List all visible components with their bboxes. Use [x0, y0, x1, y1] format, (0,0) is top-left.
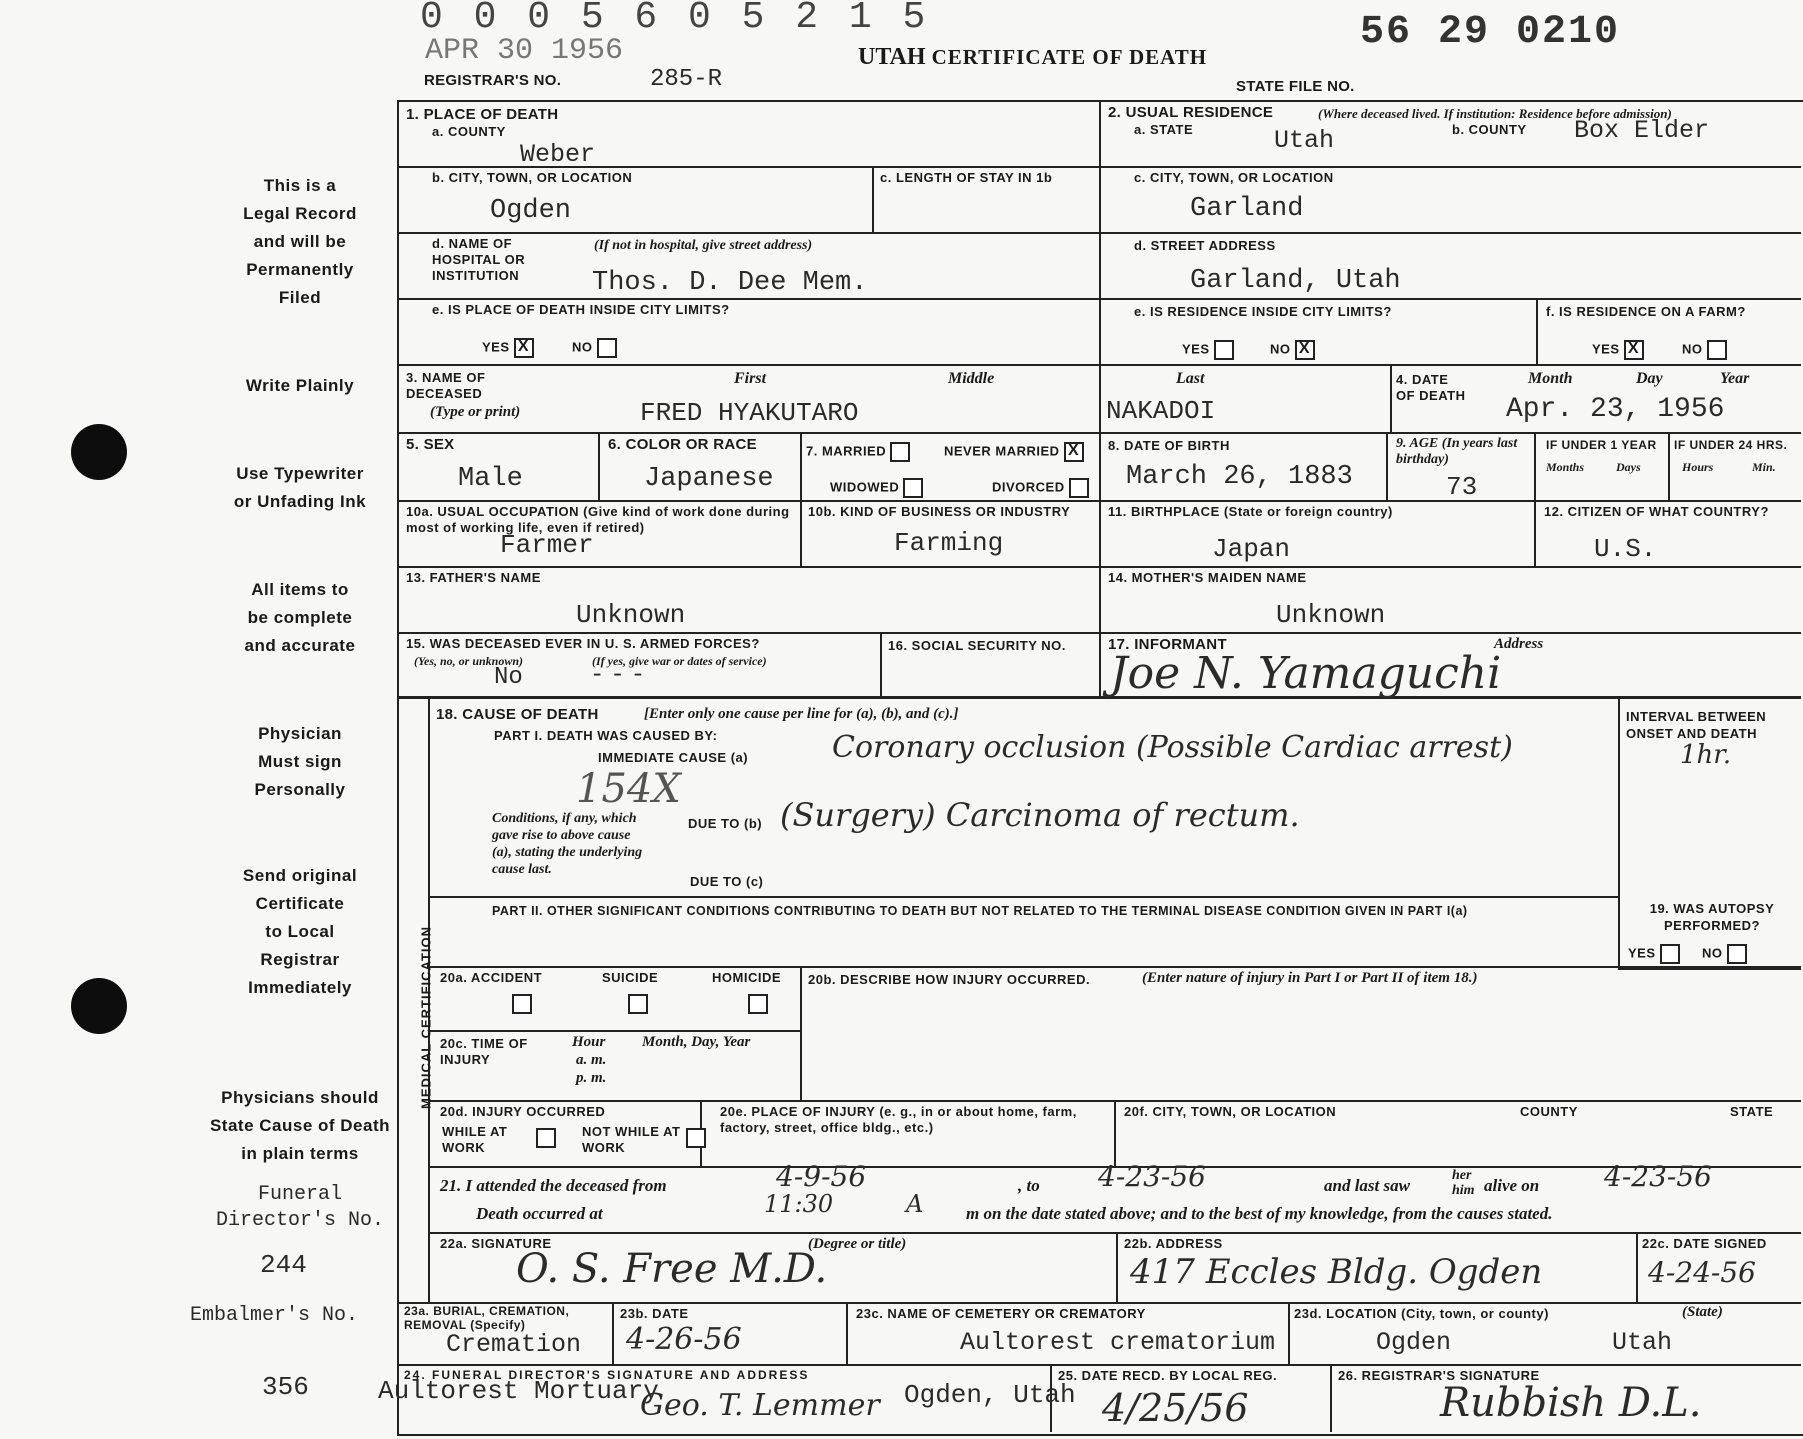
never-married-label: NEVER MARRIED [944, 443, 1060, 459]
last-saw-label: and last saw [1324, 1176, 1410, 1195]
no-label: NO [1702, 945, 1723, 961]
middle-label: Middle [948, 370, 995, 387]
sidebar-line: Physicians should [221, 1088, 379, 1107]
yes-label: YES [482, 339, 510, 355]
rule [1330, 1364, 1332, 1432]
hospital-name: Thos. D. Dee Mem. [592, 268, 868, 298]
funeral-home-name: Aultorest Mortuary [378, 1376, 659, 1406]
rule [800, 432, 802, 566]
sidebar-legal-note [210, 172, 390, 312]
checkbox-no[interactable] [1727, 944, 1747, 964]
yes-label: YES [1592, 341, 1620, 357]
rule [430, 896, 1618, 898]
while-at-work [442, 1124, 542, 1156]
sidebar-complete-note [210, 576, 390, 660]
injury-city-label: 20f. CITY, TOWN, OR LOCATION [1124, 1104, 1337, 1119]
immediate-cause-label: IMMEDIATE CAUSE (a) [598, 750, 749, 765]
armed-forces-dates: --- [590, 662, 652, 689]
year-label: Year [1720, 370, 1750, 387]
res-county: Box Elder [1574, 116, 1710, 145]
not-while-at-work [582, 1124, 682, 1156]
burial-date-label: 23b. DATE [620, 1306, 689, 1321]
never-married-option [944, 442, 1084, 462]
date-signed: 4-24-56 [1648, 1256, 1756, 1289]
sidebar-line: Immediately [248, 978, 352, 997]
form-title [858, 44, 1207, 71]
sidebar-physicians-should [190, 1084, 410, 1168]
sidebar-line: Personally [254, 780, 346, 799]
suicide-label: SUICIDE [602, 970, 659, 985]
embalmer-no: 356 [262, 1372, 309, 1402]
rule [1390, 364, 1392, 432]
binder-hole-top [71, 424, 127, 480]
accident-label: 20a. ACCIDENT [440, 970, 543, 985]
immediate-cause: Coronary occlusion (Possible Cardiac arrest) [832, 730, 1513, 765]
sex: Male [458, 464, 523, 494]
funeral-home-city: Ogden, Utah [904, 1380, 1076, 1410]
checkbox-yes-checked[interactable]: X [1624, 340, 1644, 360]
sidebar-line: Must sign [258, 752, 342, 771]
state-file-label: STATE FILE NO. [1236, 78, 1355, 95]
informant-signature: Joe N. Yamaguchi [1110, 648, 1502, 699]
rule [1386, 432, 1388, 500]
sidebar-line: This is a [263, 176, 337, 195]
res-inside-label: e. IS RESIDENCE INSIDE CITY LIMITS? [1134, 304, 1392, 319]
deceased-last: NAKADOI [1106, 396, 1216, 426]
due-to-b-label: DUE TO (b) [688, 816, 763, 831]
rule [1099, 100, 1101, 698]
form-title-prefix: UTAH [858, 44, 926, 70]
injury-state-label: STATE [1730, 1104, 1774, 1119]
physician-address: 417 Eccles Bldg. Ogden [1130, 1252, 1543, 1292]
citizen-label: 12. CITIZEN OF WHAT COUNTRY? [1544, 504, 1769, 519]
residence-note: (Where deceased lived. If institution: Residence before admission) [1318, 106, 1672, 121]
rule [1114, 1100, 1116, 1166]
sidebar-line: State Cause of Death [209, 1116, 391, 1135]
res-inside-yes [1182, 340, 1234, 360]
rule [872, 166, 874, 232]
res-city-label: c. CITY, TOWN, OR LOCATION [1134, 170, 1334, 185]
physician-signature: O. S. Free M.D. [516, 1246, 828, 1292]
last-label: Last [1176, 370, 1205, 387]
deceased-first-middle: FRED HYAKUTARO [640, 398, 859, 428]
funeral-director-no: 244 [260, 1250, 307, 1280]
checkbox-yes-checked[interactable]: X [514, 338, 534, 358]
sidebar-line: Permanently [246, 260, 354, 279]
armed-forces: No [494, 664, 523, 691]
sidebar-line: and accurate [244, 636, 356, 655]
burial-type-label: 23a. BURIAL, CREMATION, REMOVAL (Specify) [404, 1304, 570, 1332]
sidebar-line: Use Typewriter [236, 464, 364, 483]
business: Farming [894, 528, 1004, 558]
month-day-year-label: Month, Day, Year [642, 1034, 751, 1050]
occupation-label: 10a. USUAL OCCUPATION (Give kind of work done during most of working life, even if retired) [406, 504, 790, 535]
citizen: U.S. [1594, 534, 1657, 564]
signature-label: 22a. SIGNATURE [440, 1236, 552, 1251]
rule [430, 966, 1801, 968]
inside-city-yes [482, 338, 534, 358]
armed-forces-label: 15. WAS DECEASED EVER IN U. S. ARMED FORCES? [406, 636, 760, 651]
race: Japanese [644, 464, 774, 494]
while-at-work-label: WHILE AT WORK [442, 1124, 508, 1155]
rule [880, 632, 882, 696]
res-street: Garland, Utah [1190, 266, 1401, 296]
business-label: 10b. KIND OF BUSINESS OR INDUSTRY [808, 504, 1071, 519]
checkbox-no[interactable] [597, 338, 617, 358]
months-label: Months [1546, 460, 1585, 474]
death-city: Ogden [490, 196, 572, 226]
degree-label: (Degree or title) [808, 1236, 907, 1252]
rule [430, 1030, 800, 1032]
describe-injury-label: 20b. DESCRIBE HOW INJURY OCCURRED. [808, 972, 1091, 987]
registrar-signature: Rubbish D.L. [1440, 1380, 1702, 1426]
cause-note: [Enter only one cause per line for (a), (b), and (c).] [644, 706, 959, 722]
registrar-signature-label: 26. REGISTRAR'S SIGNATURE [1338, 1368, 1540, 1383]
rule [1288, 1302, 1290, 1364]
burial-location-label: 23d. LOCATION (City, town, or county) [1294, 1306, 1549, 1321]
county-label: a. COUNTY [432, 124, 506, 139]
alive-on-label: alive on [1484, 1176, 1540, 1195]
attended-from: 4-9-56 [776, 1160, 867, 1193]
sidebar-line: to Local [265, 922, 335, 941]
married-label: 7. MARRIED [806, 443, 887, 459]
attended-line [440, 1176, 667, 1196]
inside-city-no [572, 338, 617, 358]
farm-no [1682, 340, 1727, 360]
her-him-label: her him [1452, 1168, 1475, 1198]
cause-of-death-label: 18. CAUSE OF DEATH [436, 706, 599, 723]
sidebar-line: or Unfading Ink [233, 492, 367, 511]
interval-value: 1hr. [1680, 740, 1732, 770]
res-state: Utah [1274, 126, 1335, 155]
father-label: 13. FATHER'S NAME [406, 570, 541, 585]
sidebar-line: Funeral [257, 1183, 342, 1206]
alive-on-date: 4-23-56 [1604, 1160, 1712, 1193]
date-of-death: Apr. 23, 1956 [1506, 394, 1725, 425]
res-state-label: a. STATE [1134, 122, 1194, 137]
res-county-label: b. COUNTY [1452, 122, 1527, 137]
autopsy-yes [1628, 944, 1680, 964]
birthplace-label: 11. BIRTHPLACE (State or foreign country) [1108, 504, 1393, 519]
rule [598, 432, 600, 500]
month-label: Month [1528, 370, 1573, 387]
sidebar-line: Physician [258, 724, 342, 743]
inside-city-label: e. IS PLACE OF DEATH INSIDE CITY LIMITS? [432, 302, 730, 317]
due-to-c-label: DUE TO (c) [690, 874, 764, 889]
widowed-label: WIDOWED [830, 479, 900, 495]
mother-label: 14. MOTHER'S MAIDEN NAME [1108, 570, 1307, 585]
interval-label: INTERVAL BETWEEN ONSET AND DEATH [1626, 709, 1767, 741]
informant-label: 17. INFORMANT [1108, 636, 1227, 653]
autopsy-label: 19. WAS AUTOPSY PERFORMED? [1649, 901, 1775, 933]
place-of-injury-label: 20e. PLACE OF INJURY (e. g., in or about home, farm, factory, street, office bldg., etc.) [720, 1104, 1077, 1135]
knowledge-statement: m on the date stated above; and to the best of my knowledge, from the causes stated. [966, 1204, 1553, 1223]
checkbox-yes[interactable] [1660, 944, 1680, 964]
days-label: Days [1616, 460, 1641, 474]
funeral-director-signature: Geo. T. Lemmer [640, 1388, 880, 1423]
rule [1116, 1232, 1118, 1302]
cause-code: 154X [576, 766, 681, 812]
informant-address-label: Address [1494, 636, 1544, 652]
file-number-stamp: 0 0 0 5 6 0 5 2 1 5 [420, 0, 930, 39]
rule [399, 166, 1099, 168]
registrar-no-label: REGISTRAR'S NO. [424, 72, 562, 89]
sidebar-line: Certificate [255, 894, 345, 913]
no-label: NO [572, 339, 593, 355]
due-to-b: (Surgery) Carcinoma of rectum. [780, 796, 1300, 834]
registrar-no: 285-R [650, 66, 723, 93]
married-option [806, 442, 910, 462]
pm-label: p. m. [576, 1070, 607, 1086]
hour-label: Hour [572, 1034, 606, 1050]
describe-injury-note: (Enter nature of injury in Part I or Part II of item 18.) [1142, 970, 1478, 986]
death-occurred-label: Death occurred at [476, 1204, 603, 1223]
divorced-option [992, 478, 1089, 498]
death-am-pm: A [906, 1190, 924, 1218]
sidebar-line: Legal Record [243, 204, 357, 223]
medical-certification-vertical-label: MEDICAL CERTIFICATION [418, 926, 434, 1110]
part-1-label: PART I. DEATH WAS CAUSED BY: [494, 728, 718, 743]
autopsy-no [1702, 944, 1747, 964]
birth-date: March 26, 1883 [1126, 462, 1353, 492]
rule [1668, 432, 1670, 500]
hours-label: Hours [1682, 460, 1714, 474]
rule [1536, 298, 1538, 364]
date-received-label: 25. DATE RECD. BY LOCAL REG. [1058, 1368, 1278, 1383]
age-label: 9. AGE (In years last birthday) [1396, 436, 1518, 467]
physician-address-label: 22b. ADDRESS [1124, 1236, 1223, 1251]
birthplace: Japan [1212, 534, 1291, 564]
sidebar-line: Write Plainly [245, 376, 355, 395]
sidebar-line: Filed [278, 288, 322, 307]
binder-hole-bottom [71, 978, 127, 1034]
place-of-death-label: 1. PLACE OF DEATH [406, 106, 559, 123]
armed-forces-note-2: (If yes, give war or dates of service) [592, 654, 767, 668]
rule [612, 1302, 614, 1364]
cemetery-label: 23c. NAME OF CEMETERY OR CREMATORY [856, 1306, 1146, 1321]
birth-date-label: 8. DATE OF BIRTH [1108, 438, 1230, 453]
rule [800, 966, 802, 1100]
under-24-hrs-label: IF UNDER 24 HRS. [1674, 438, 1788, 452]
sidebar-send-note [210, 862, 390, 1002]
race-label: 6. COLOR OR RACE [608, 436, 757, 453]
first-label: First [734, 370, 767, 387]
age: 73 [1446, 472, 1478, 502]
rule [1618, 698, 1620, 966]
sidebar-line: Send original [242, 866, 358, 885]
rule [846, 1302, 848, 1364]
widowed-option [830, 478, 923, 498]
rule [399, 1364, 1801, 1366]
sidebar-write-plainly [210, 372, 390, 400]
farm-yes [1592, 340, 1644, 360]
burial-state: Utah [1612, 1328, 1673, 1357]
date-received: 4/25/56 [1102, 1386, 1249, 1430]
res-inside-no [1270, 340, 1315, 360]
day-label: Day [1636, 370, 1663, 387]
death-time: 11:30 [764, 1190, 834, 1218]
hospital-note: (If not in hospital, give street address) [594, 238, 813, 253]
injury-occurred-label: 20d. INJURY OCCURRED [440, 1104, 606, 1119]
date-of-death-label: 4. DATE OF DEATH [1396, 372, 1466, 403]
part-2-label: PART II. OTHER SIGNIFICANT CONDITIONS CONTRIBUTING TO DEATH BUT NOT RELATED TO THE TERMINAL DISEASE CONDITION GIVEN IN PART I(a) [492, 904, 1468, 918]
attended-to-label: , to [1018, 1176, 1040, 1195]
rule [1101, 166, 1801, 168]
injury-county-label: COUNTY [1520, 1104, 1578, 1119]
funeral-director-sig-label: 24. FUNERAL DIRECTOR'S SIGNATURE AND ADDRESS [404, 1368, 810, 1382]
yes-label: YES [1182, 341, 1210, 357]
burial-date: 4-26-56 [626, 1322, 742, 1357]
occupation: Farmer [500, 530, 594, 560]
checkbox-while-at-work[interactable] [536, 1128, 556, 1148]
residence-label: 2. USUAL RESIDENCE [1108, 104, 1274, 121]
checkbox-no-checked[interactable]: X [1295, 340, 1315, 360]
res-street-label: d. STREET ADDRESS [1134, 238, 1276, 253]
hospital-label: d. NAME OF HOSPITAL OR INSTITUTION [432, 236, 526, 283]
checkbox-yes[interactable] [1214, 340, 1234, 360]
length-of-stay-label: c. LENGTH OF STAY IN 1b [880, 170, 1053, 185]
ssn-label: 16. SOCIAL SECURITY NO. [888, 638, 1066, 653]
rule [399, 1302, 1801, 1304]
checkbox-widowed[interactable] [903, 478, 923, 498]
checkbox-not-while-at-work[interactable] [686, 1128, 706, 1148]
embalmer-label: Embalmer's No. [190, 1304, 359, 1327]
res-city: Garland [1190, 194, 1304, 224]
sidebar-line: and will be [253, 232, 347, 251]
received-date-stamp: APR 30 1956 [425, 34, 624, 68]
mother-name: Unknown [1276, 600, 1386, 630]
state-file-number: 56 29 0210 [1360, 10, 1621, 55]
yes-label: YES [1628, 945, 1656, 961]
am-label: a. m. [576, 1052, 607, 1068]
death-county: Weber [520, 140, 596, 169]
no-label: NO [1270, 341, 1291, 357]
sidebar-typewriter-note [205, 460, 395, 516]
checkbox-homicide[interactable] [748, 994, 768, 1014]
sidebar-line: All items to [251, 580, 349, 599]
checkbox-never-married-checked[interactable]: X [1064, 442, 1084, 462]
burial-type: Cremation [446, 1330, 582, 1359]
attended-label: 21. I attended the deceased from [440, 1176, 667, 1195]
sidebar-line: in plain terms [241, 1144, 359, 1163]
funeral-director-label [190, 1182, 410, 1234]
attended-to: 4-23-56 [1098, 1160, 1206, 1193]
sidebar-physician-note [210, 720, 390, 804]
checkbox-accident[interactable] [512, 994, 532, 1014]
checkbox-divorced[interactable] [1069, 478, 1089, 498]
deceased-name-label: 3. NAME OF DECEASED [406, 370, 486, 401]
checkbox-suicide[interactable] [628, 994, 648, 1014]
cemetery-name: Aultorest crematorium [960, 1328, 1276, 1357]
armed-forces-note: (Yes, no, or unknown) [414, 654, 524, 668]
homicide-label: HOMICIDE [712, 970, 781, 985]
rule [1618, 968, 1801, 970]
under-1-year-label: IF UNDER 1 YEAR [1546, 438, 1657, 452]
sidebar-line: Director's No. [215, 1209, 385, 1232]
checkbox-married[interactable] [890, 442, 910, 462]
death-city-label: b. CITY, TOWN, OR LOCATION [432, 170, 633, 185]
burial-city: Ogden [1376, 1328, 1452, 1357]
deceased-name-note: (Type or print) [430, 404, 521, 420]
rule [1636, 1232, 1638, 1302]
sex-label: 5. SEX [406, 436, 455, 453]
not-while-at-work-label: NOT WHILE AT WORK [582, 1124, 681, 1155]
time-of-injury-label: 20c. TIME OF INJURY [440, 1036, 528, 1067]
sidebar-line: Registrar [260, 950, 340, 969]
divorced-label: DIVORCED [992, 479, 1065, 495]
sidebar-line: be complete [247, 608, 353, 627]
date-signed-label: 22c. DATE SIGNED [1642, 1236, 1767, 1251]
farm-label: f. IS RESIDENCE ON A FARM? [1546, 304, 1746, 319]
father-name: Unknown [576, 600, 686, 630]
burial-state-label: (State) [1682, 1304, 1723, 1320]
conditions-note: Conditions, if any, which gave rise to above cause (a), stating the underlying cause last. [492, 811, 643, 877]
checkbox-no[interactable] [1707, 340, 1727, 360]
min-label: Min. [1752, 460, 1776, 474]
form-title-main: CERTIFICATE OF DEATH [931, 45, 1208, 69]
no-label: NO [1682, 341, 1703, 357]
